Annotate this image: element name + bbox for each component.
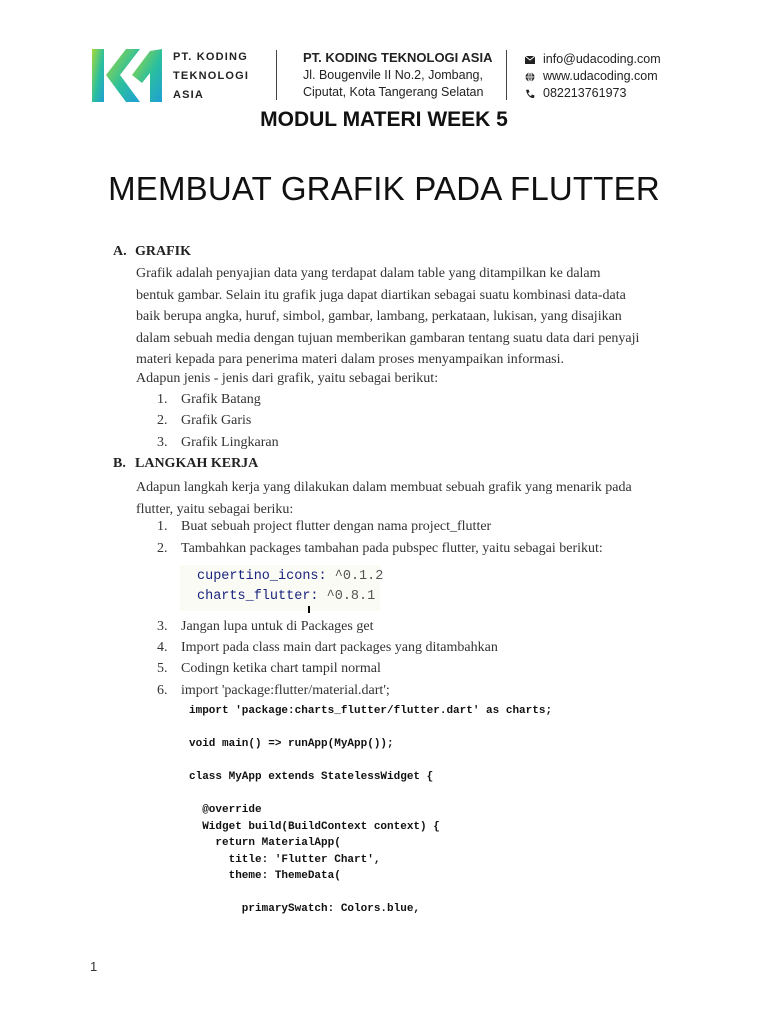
list-item: 2. Tambahkan packages tambahan pada pubspec flutter, yaitu sebagai berikut: bbox=[157, 541, 603, 556]
section-b-heading: B. LANGKAH KERJA bbox=[113, 456, 259, 471]
email-icon bbox=[524, 56, 536, 64]
page-number: 1 bbox=[90, 959, 98, 974]
code-line: theme: ThemeData( bbox=[189, 870, 341, 882]
email-link[interactable]: info@udacoding.com bbox=[543, 52, 661, 66]
list-item: 3. Grafik Lingkaran bbox=[157, 435, 279, 450]
code-line: title: 'Flutter Chart', bbox=[189, 854, 381, 866]
globe-icon bbox=[524, 72, 536, 82]
phone-number: 082213761973 bbox=[543, 86, 627, 100]
list-item: 5. Codingn ketika chart tampil normal bbox=[157, 661, 381, 676]
code-line: class MyApp extends StatelessWidget { bbox=[189, 771, 434, 783]
code-line: return MaterialApp( bbox=[189, 837, 341, 849]
section-a-heading: A. GRAFIK bbox=[113, 244, 191, 259]
website-link[interactable]: www.udacoding.com bbox=[543, 69, 658, 83]
list-item: 1. Grafik Batang bbox=[157, 392, 261, 407]
page-title: MEMBUAT GRAFIK PADA FLUTTER bbox=[108, 170, 660, 207]
company-name: PT. KODING TEKNOLOGI ASIA bbox=[303, 50, 493, 65]
code-line: Widget build(BuildContext context) { bbox=[189, 821, 440, 833]
pubspec-line: cupertino_icons: ^0.1.2 bbox=[197, 569, 384, 584]
code-line: import 'package:charts_flutter/flutter.dart' as charts; bbox=[189, 705, 553, 717]
code-line: primarySwatch: Colors.blue, bbox=[189, 903, 421, 915]
header-divider bbox=[276, 50, 277, 100]
list-item: 1. Buat sebuah project flutter dengan nama project_flutter bbox=[157, 519, 492, 534]
text-cursor bbox=[308, 606, 310, 613]
modul-title: MODUL MATERI WEEK 5 bbox=[260, 108, 508, 131]
list-item: 4. Import pada class main dart packages yang ditambahkan bbox=[157, 640, 498, 655]
code-line: @override bbox=[189, 804, 262, 816]
section-a-intro: Adapun jenis - jenis dari grafik, yaitu sebagai berikut: bbox=[136, 371, 439, 386]
company-short-name: PT. KODING TEKNOLOGI ASIA bbox=[173, 51, 250, 101]
section-a-paragraph: Grafik adalah penyajian data yang terdapat dalam table yang ditampilkan ke dalam bentuk gambar. Selain itu grafik juga dapat diartikan sebagai suatu kombinasi data-data baik berupa angka, huruf, simbol, gambar, lambang, perkataan, lukisan, yang disajikan dalam sebuah media dengan tujuan memberikan gambaran tentang suatu data dari penyaji materi kepada para penerima materi dalam proses menyampaikan informasi. bbox=[136, 266, 640, 367]
section-b-paragraph: Adapun langkah kerja yang dilakukan dalam membuat sebuah grafik yang menarik pada flutter, yaitu sebagai beriku: bbox=[136, 480, 632, 517]
company-logo bbox=[92, 47, 164, 104]
pubspec-snippet bbox=[180, 565, 384, 611]
list-item: 2. Grafik Garis bbox=[157, 413, 252, 428]
phone-icon bbox=[524, 89, 536, 99]
company-address: PT. KODING TEKNOLOGI ASIA Jl. Bougenvile II No.2, Jombang, Ciputat, Kota Tangerang Selatan bbox=[303, 50, 493, 99]
code-line: void main() => runApp(MyApp()); bbox=[189, 738, 394, 750]
list-item: 6. import 'package:flutter/material.dart'; bbox=[157, 683, 390, 698]
contact-info bbox=[524, 51, 661, 102]
pubspec-line: charts_flutter: ^0.8.1 bbox=[197, 589, 376, 604]
list-item: 3. Jangan lupa untuk di Packages get bbox=[157, 619, 374, 634]
header-divider bbox=[506, 50, 507, 100]
